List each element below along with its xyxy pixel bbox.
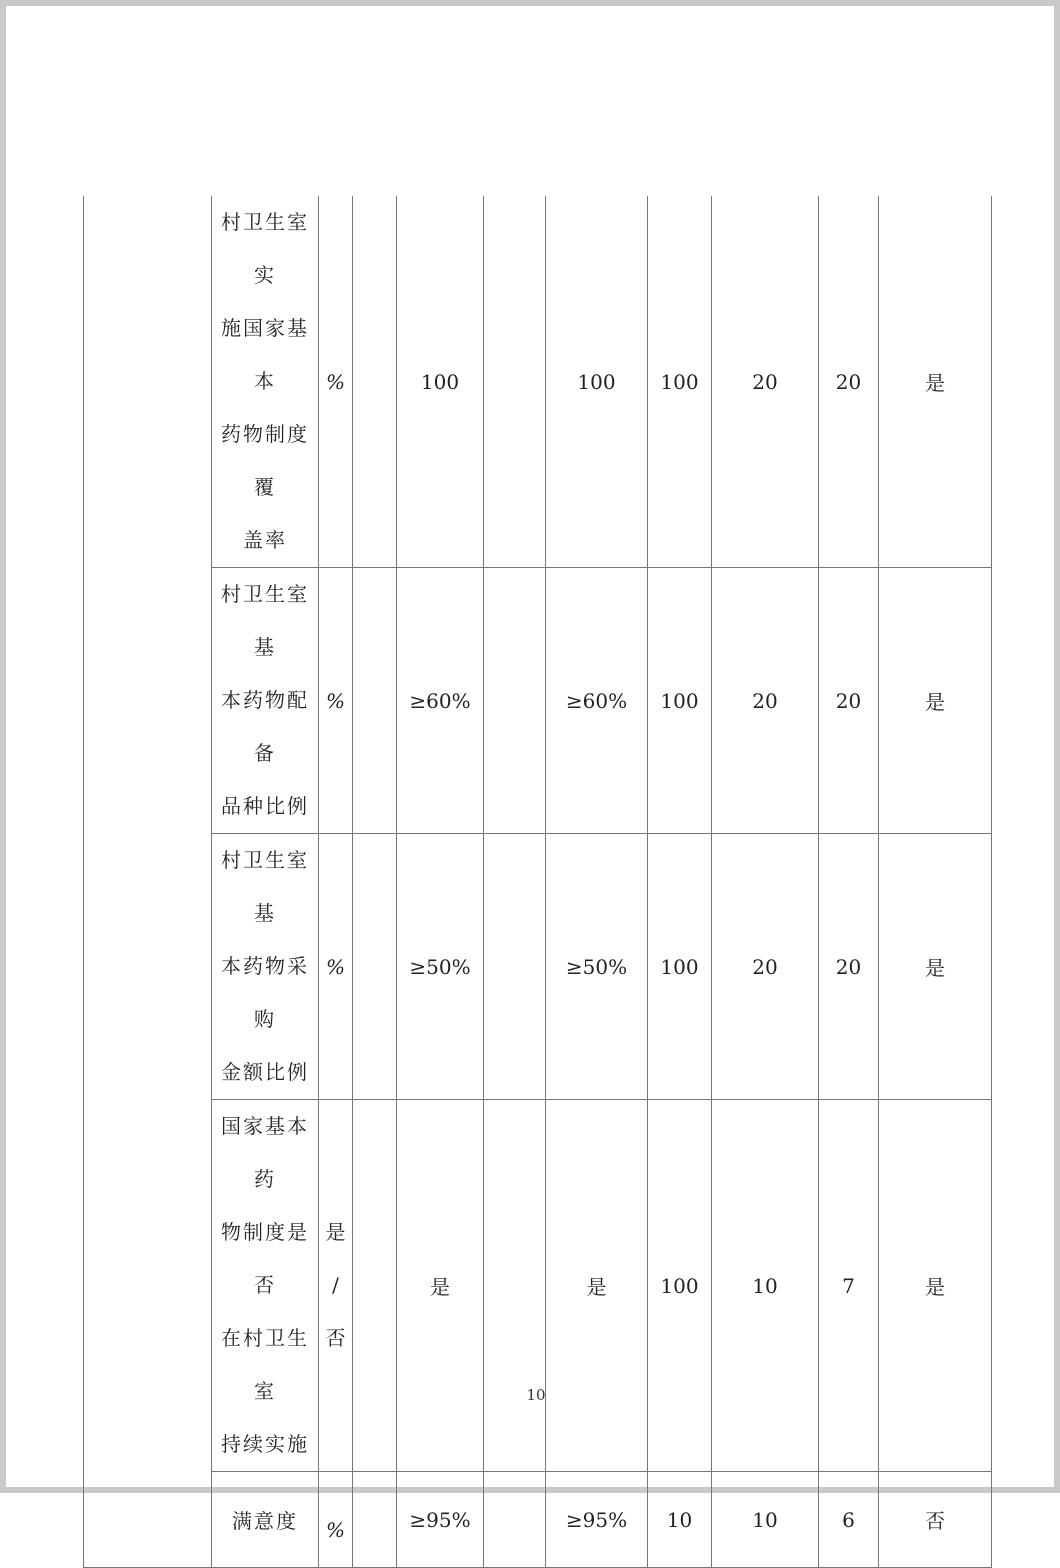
table-row (84, 834, 992, 1100)
completion-rate-cell: 100 (648, 568, 712, 834)
unit-line: / (332, 1273, 339, 1297)
achieved-cell: 是 (879, 196, 992, 568)
weight-cell: 10 (712, 1472, 819, 1568)
table-row (84, 1100, 992, 1472)
achieved-cell: 是 (879, 568, 992, 834)
table-row (84, 1472, 992, 1568)
weight-cell: 20 (712, 834, 819, 1100)
empty-cell (484, 568, 546, 834)
indicator-line: 本药物采购 (221, 954, 309, 1031)
indicator-cell (212, 568, 319, 834)
indicator-line: 持续实施 (221, 1432, 309, 1456)
indicator-line: 在村卫生室 (221, 1326, 309, 1403)
unit-cell: % (319, 1472, 353, 1568)
indicator-line: 村卫生室基 (221, 848, 309, 925)
category-cell (84, 196, 212, 1568)
empty-cell (353, 196, 397, 568)
indicator-line: 国家基本药 (221, 1114, 309, 1191)
achieved-cell: 是 (879, 1100, 992, 1472)
indicator-line: 金额比例 (221, 1060, 309, 1084)
indicator-cell: 满意度 (212, 1472, 319, 1568)
empty-cell (484, 834, 546, 1100)
indicator-line: 药物制度覆 (221, 422, 309, 499)
annual-target-cell: ≥95% (397, 1472, 484, 1568)
annual-target-cell: 100 (397, 196, 484, 568)
empty-cell (484, 196, 546, 568)
unit-cell: % (319, 568, 353, 834)
indicator-line: 村卫生室实 (221, 210, 309, 287)
table-row (84, 568, 992, 834)
score-cell: 7 (819, 1100, 879, 1472)
annual-target-cell: ≥50% (397, 834, 484, 1100)
indicator-line: 村卫生室基 (221, 582, 309, 659)
performance-table (83, 196, 992, 1568)
completion-rate-cell: 100 (648, 1100, 712, 1472)
empty-cell (484, 1472, 546, 1568)
annual-target-cell: 是 (397, 1100, 484, 1472)
indicator-line: 品种比例 (221, 794, 309, 818)
score-cell: 20 (819, 196, 879, 568)
indicator-line: 施国家基本 (221, 316, 309, 393)
indicator-line: 盖率 (243, 528, 287, 552)
achieved-cell: 是 (879, 834, 992, 1100)
indicator-line: 本药物配备 (221, 688, 309, 765)
unit-line: 否 (325, 1326, 346, 1350)
empty-cell (353, 1100, 397, 1472)
table-row (84, 196, 992, 568)
indicator-line: 物制度是否 (221, 1220, 309, 1297)
weight-cell: 20 (712, 196, 819, 568)
weight-cell: 20 (712, 568, 819, 834)
score-cell: 20 (819, 568, 879, 834)
completion-rate-cell: 10 (648, 1472, 712, 1568)
actual-value-cell: ≥50% (546, 834, 648, 1100)
unit-line: 是 (325, 1220, 346, 1244)
weight-cell: 10 (712, 1100, 819, 1472)
indicator-cell (212, 196, 319, 568)
score-cell: 6 (819, 1472, 879, 1568)
completion-rate-cell: 100 (648, 196, 712, 568)
indicator-cell (212, 1100, 319, 1472)
indicator-cell (212, 834, 319, 1100)
achieved-cell: 否 (879, 1472, 992, 1568)
unit-cell: % (319, 196, 353, 568)
page-number: 10 (526, 1386, 546, 1404)
empty-cell (353, 834, 397, 1100)
actual-value-cell: ≥60% (546, 568, 648, 834)
empty-cell (353, 568, 397, 834)
score-cell: 20 (819, 834, 879, 1100)
annual-target-cell: ≥60% (397, 568, 484, 834)
completion-rate-cell: 100 (648, 834, 712, 1100)
unit-cell: % (319, 834, 353, 1100)
unit-cell (319, 1100, 353, 1472)
actual-value-cell: 是 (546, 1100, 648, 1472)
empty-cell (353, 1472, 397, 1568)
empty-cell (484, 1100, 546, 1472)
actual-value-cell: 100 (546, 196, 648, 568)
actual-value-cell: ≥95% (546, 1472, 648, 1568)
